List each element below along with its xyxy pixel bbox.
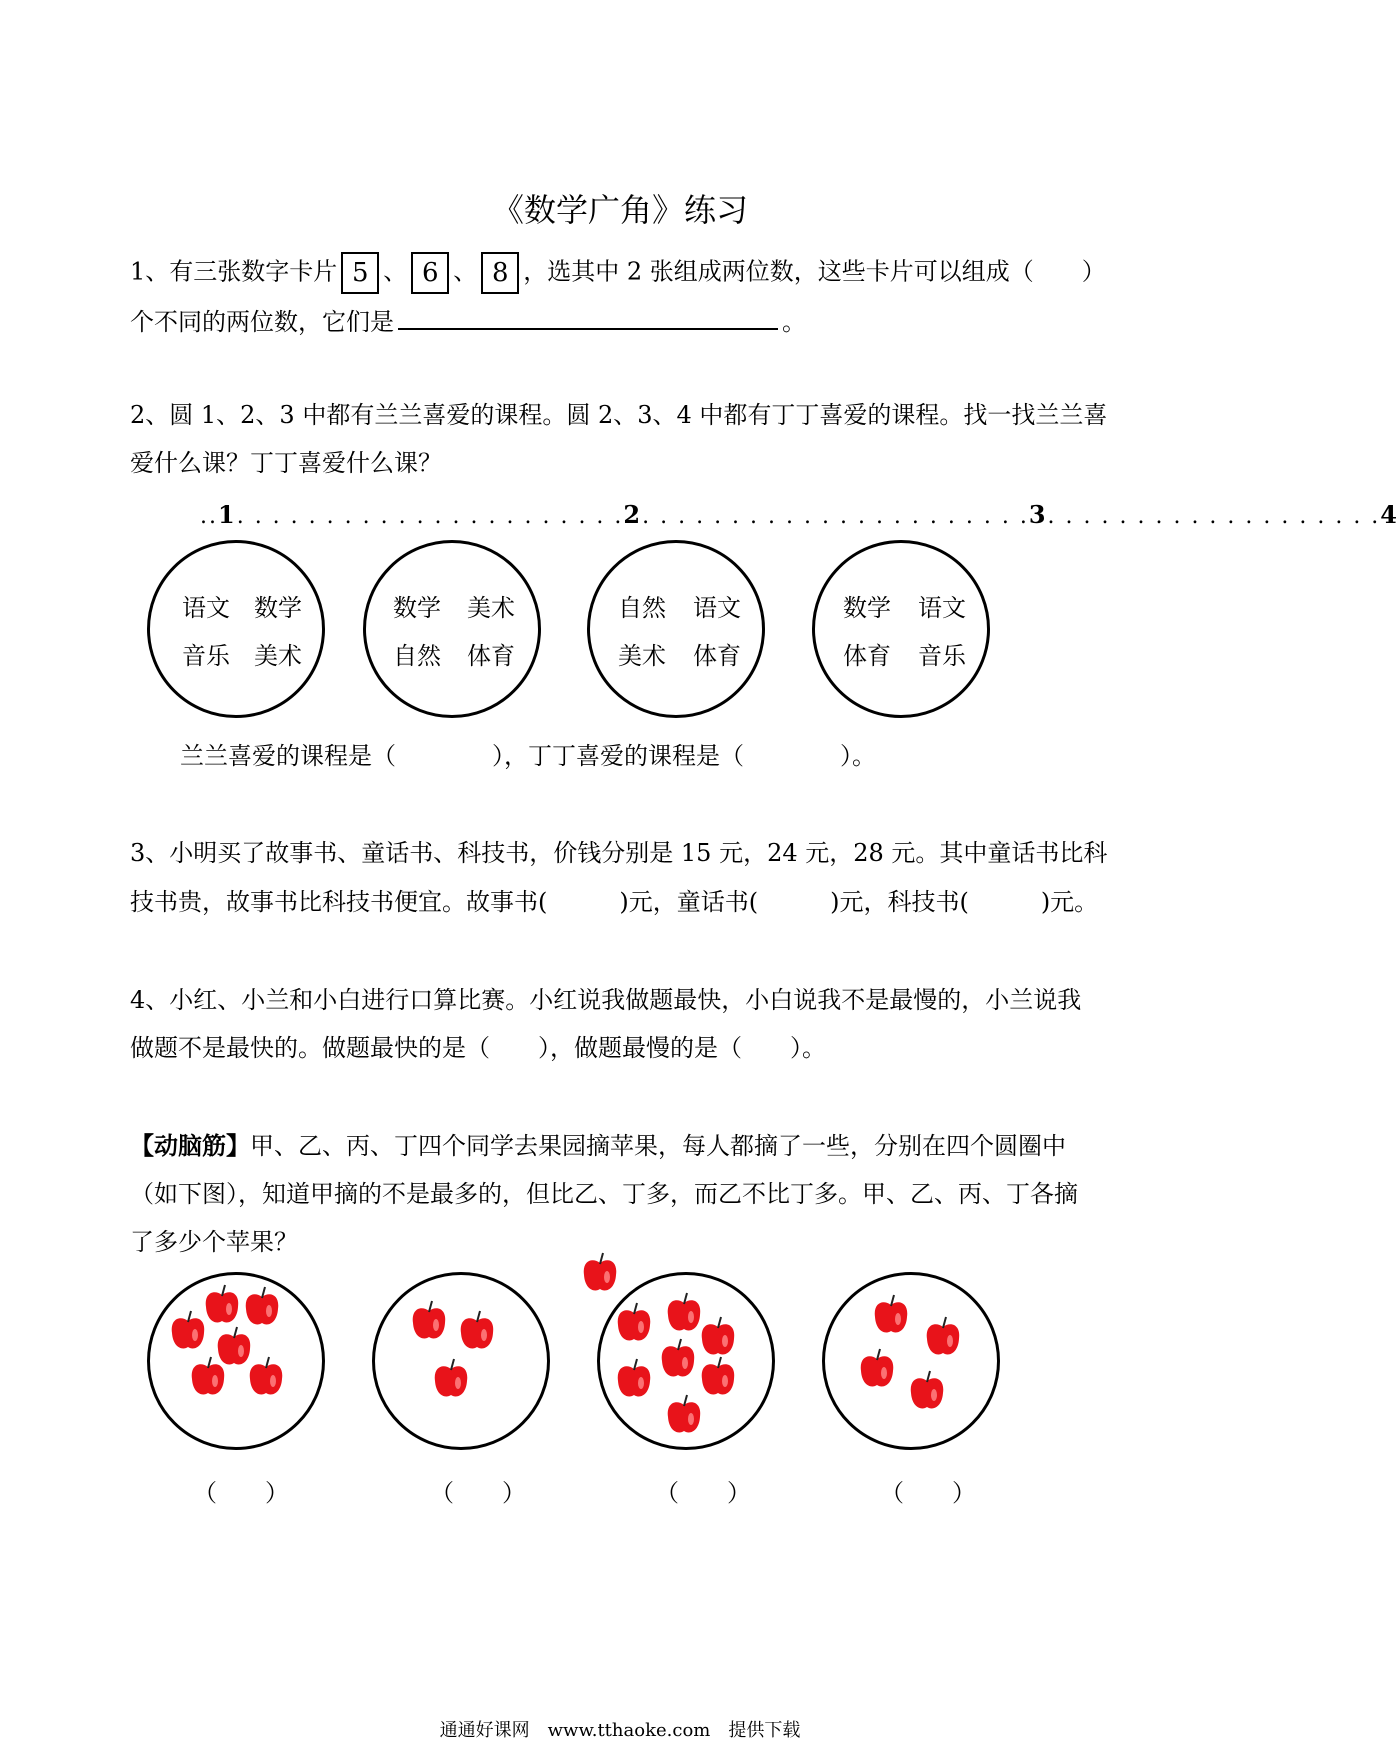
- footer-text: 通通好课网 www.tthaoke.com 提供下载: [439, 1720, 801, 1741]
- circle-number-4: 4: [1380, 500, 1399, 529]
- answer-blank-line[interactable]: [398, 302, 778, 330]
- apple-circle-3: [597, 1272, 775, 1450]
- brain-label: 【动脑筋】: [130, 1131, 250, 1160]
- subject-label: 自然: [393, 642, 441, 670]
- subject-label: 音乐: [182, 642, 230, 670]
- answer-blank[interactable]: （ ）: [193, 1479, 289, 1507]
- subject-label: 音乐: [918, 642, 966, 670]
- circle-number-3: 3: [1028, 500, 1048, 529]
- digit-card-6: 6: [411, 252, 449, 294]
- answer-blank[interactable]: （ ）: [655, 1479, 751, 1507]
- q1-line2: [130, 302, 806, 340]
- apple-icon: [702, 1317, 735, 1354]
- circle-number-1: 1: [218, 500, 237, 529]
- apple-group: [600, 1275, 772, 1447]
- subject-label: 数学: [254, 594, 302, 622]
- apple-group: [375, 1275, 547, 1447]
- apple-icon: [172, 1311, 205, 1348]
- answer-blank[interactable]: （ ）: [880, 1479, 976, 1507]
- subject-label: 体育: [843, 642, 891, 670]
- q1-sep: 、: [453, 257, 478, 286]
- apple-circle-4: [822, 1272, 1000, 1450]
- circle-number-2: 2: [623, 500, 643, 529]
- apple-icon: [702, 1357, 735, 1394]
- apple-icon: [206, 1285, 239, 1322]
- apple-group: [150, 1275, 322, 1447]
- q2-answer-line: 兰兰喜爱的课程是（ ），丁丁喜爱的课程是（ ）。: [180, 742, 876, 770]
- subject-label: 语文: [693, 594, 741, 622]
- apple-icon: [584, 1253, 617, 1290]
- apple-icon: [246, 1287, 279, 1324]
- apple-icon: [911, 1371, 944, 1408]
- subject-circle-1: [147, 540, 325, 718]
- q1-sep: 、: [383, 257, 408, 286]
- subject-label: 数学: [843, 594, 891, 622]
- apple-group: [825, 1275, 997, 1447]
- apple-icon: [461, 1311, 494, 1348]
- q3-line1: 3、小明买了故事书、童话书、科技书，价钱分别是 15 元，24 元，28 元。其中童话书比科: [130, 839, 1108, 867]
- q2-line1: 2、圆 1、2、3 中都有兰兰喜爱的课程。圆 2、3、4 中都有丁丁喜爱的课程。找一找兰兰喜: [130, 401, 1108, 429]
- page-title: 《数学广角》练习: [491, 191, 748, 229]
- apple-icon: [875, 1295, 908, 1332]
- q1-line2-prefix: 个不同的两位数，它们是: [130, 308, 394, 336]
- apple-icon: [668, 1395, 701, 1432]
- apple-icon: [435, 1359, 468, 1396]
- apple-circle-1: [147, 1272, 325, 1450]
- subject-label: 自然: [618, 594, 666, 622]
- subject-label: 体育: [693, 642, 741, 670]
- apple-icon: [413, 1301, 446, 1338]
- subject-label: 美术: [618, 642, 666, 670]
- subject-circle-4: [812, 540, 990, 718]
- apple-icon: [861, 1349, 894, 1386]
- q1-prefix: 1、有三张数字卡片: [130, 257, 338, 286]
- subject-circle-2: [363, 540, 541, 718]
- apple-circle-2: [372, 1272, 550, 1450]
- digit-card-5: 5: [341, 252, 379, 294]
- answer-blank[interactable]: （ ）: [430, 1479, 526, 1507]
- q1-line2-suffix: 。: [782, 308, 806, 336]
- brain-line3: 了多少个苹果？: [130, 1228, 298, 1256]
- subject-label: 数学: [393, 594, 441, 622]
- apple-icon: [668, 1293, 701, 1330]
- apple-icon: [218, 1327, 251, 1364]
- apple-icon: [927, 1317, 960, 1354]
- subject-label: 美术: [467, 594, 515, 622]
- q1-line1: [130, 252, 1106, 294]
- q4-line2: 做题不是最快的。做题最快的是（ ），做题最慢的是（ ）。: [130, 1034, 826, 1062]
- subject-label: 体育: [467, 642, 515, 670]
- apple-icon: [618, 1359, 651, 1396]
- apple-icon: [250, 1357, 283, 1394]
- apple-icon: [618, 1303, 651, 1340]
- q4-line1: 4、小红、小兰和小白进行口算比赛。小红说我做题最快，小白说我不是最慢的，小兰说我: [130, 986, 1082, 1014]
- brain-line1-text: 甲、乙、丙、丁四个同学去果园摘苹果，每人都摘了一些，分别在四个圆圈中: [250, 1132, 1066, 1160]
- q3-line2: 技书贵，故事书比科技书便宜。故事书( )元，童话书( )元，科技书( )元。: [130, 888, 1099, 916]
- subject-label: 语文: [918, 594, 966, 622]
- apple-icon: [662, 1339, 695, 1376]
- subject-label: 语文: [182, 594, 230, 622]
- subject-circle-3: [587, 540, 765, 718]
- digit-card-8: 8: [481, 252, 519, 294]
- q1-suffix: ，选其中 2 张组成两位数，这些卡片可以组成（ ）: [523, 257, 1106, 286]
- apple-icon: [192, 1357, 225, 1394]
- subject-label: 美术: [254, 642, 302, 670]
- circle-number-row: ..1. . . . . . . . . . . . . . . . . . . . . .2. . . . . . . . . . . . . . . . . . . . . .3. . . . . . . . . . . . . . . . . . .4: [200, 500, 1399, 529]
- brain-line2: （如下图），知道甲摘的不是最多的，但比乙、丁多，而乙不比丁多。甲、乙、丙、丁各摘: [130, 1180, 1078, 1208]
- brain-line1: [130, 1128, 1066, 1164]
- q2-line2: 爱什么课？丁丁喜爱什么课？: [130, 449, 442, 477]
